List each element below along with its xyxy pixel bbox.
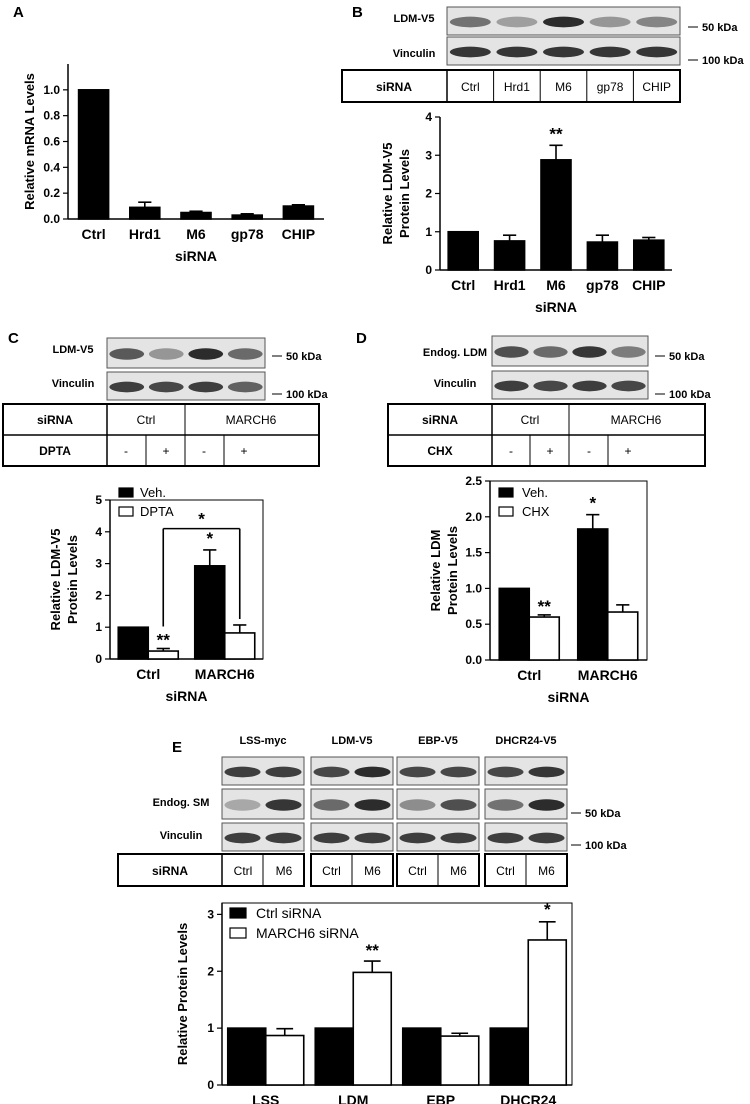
table-sign: - — [509, 444, 513, 458]
table-lane-label: Ctrl — [496, 864, 515, 878]
y-tick-label: 1.5 — [465, 545, 482, 560]
legend-swatch — [499, 488, 513, 497]
y-tick-label: 0.6 — [43, 134, 60, 149]
y-tick-label: 1.0 — [43, 82, 60, 97]
y-axis-label: Protein Levels — [397, 149, 412, 238]
chart-bar — [315, 1028, 353, 1085]
blot-band — [528, 799, 564, 810]
blot-vinculin — [492, 371, 648, 399]
blot-band — [528, 833, 564, 844]
blot-band — [109, 348, 144, 359]
blot-band — [149, 348, 184, 359]
blot-column-head: LDM-V5 — [331, 735, 373, 747]
blot-band — [636, 47, 677, 58]
blot-band — [487, 833, 523, 844]
significance-marker: * — [198, 509, 205, 529]
table-lane-label: CHIP — [642, 80, 672, 94]
significance-marker: ** — [537, 596, 551, 616]
y-tick-label: 0 — [95, 652, 102, 666]
blot-vinculin — [107, 372, 265, 400]
table-sign: - — [587, 444, 591, 458]
blot-band — [487, 799, 523, 810]
blot-endog-sm — [311, 789, 393, 819]
blot-label: Vinculin — [392, 48, 436, 60]
table-row-label: siRNA — [421, 413, 459, 427]
significance-marker: * — [589, 493, 597, 513]
table-lane-label: Ctrl — [322, 864, 341, 878]
blot-band — [188, 382, 223, 393]
x-tick-label: Ctrl — [136, 666, 161, 682]
blot-band — [224, 833, 260, 844]
x-tick-label: Ctrl — [517, 667, 542, 683]
blot-band — [496, 47, 537, 58]
table-lane-label: Ctrl — [233, 864, 253, 878]
blot-band — [543, 47, 584, 58]
table-lane-label: Ctrl — [460, 80, 480, 94]
blot-band — [636, 17, 677, 28]
significance-marker: ** — [549, 124, 563, 144]
blot-band — [399, 799, 435, 810]
kda-marker: 100 kDa — [585, 840, 627, 852]
table-lane-label: M6 — [450, 864, 467, 878]
blot-endog-sm — [485, 789, 567, 819]
y-tick-label: 2.0 — [465, 509, 482, 524]
x-tick-label: EBP — [426, 1092, 456, 1104]
y-tick-label: 0.8 — [43, 108, 60, 123]
chart-bar — [499, 588, 529, 660]
legend-label: Veh. — [522, 485, 549, 500]
blot-band — [149, 382, 184, 393]
blot-band — [450, 47, 491, 58]
blot-band — [109, 382, 144, 393]
blot-endog-ldm — [492, 336, 648, 366]
legend-label: Veh. — [140, 485, 167, 500]
panel-letter-a: A — [13, 4, 24, 21]
y-axis-label: Relative LDM — [428, 529, 443, 612]
table-group-label: MARCH6 — [225, 413, 277, 427]
kda-marker: 100 kDa — [669, 389, 711, 401]
chart-bar — [266, 1036, 304, 1085]
chart-bar — [529, 617, 559, 660]
blot-endog-sm — [222, 789, 304, 819]
table-sign: + — [546, 444, 554, 458]
blot-band — [265, 833, 301, 844]
blot-label: LDM-V5 — [52, 344, 94, 356]
table-row-label: CHX — [427, 444, 453, 458]
significance-marker: ** — [156, 630, 170, 650]
y-tick-label: 1.0 — [465, 581, 482, 596]
blot-band — [440, 767, 476, 778]
chart-bar — [130, 207, 160, 219]
blot-band — [611, 381, 645, 392]
chart-bar — [403, 1028, 441, 1085]
chart-bar — [195, 566, 225, 659]
x-tick-label: Hrd1 — [128, 226, 161, 242]
blot-band — [572, 346, 606, 357]
legend-label: MARCH6 siRNA — [256, 925, 359, 941]
chart-bar — [283, 206, 313, 219]
legend-label: CHX — [522, 504, 550, 519]
table-row-label: siRNA — [36, 413, 74, 427]
y-axis-label: Protein Levels — [65, 535, 80, 624]
x-tick-label: M6 — [546, 277, 566, 293]
blot-band — [572, 381, 606, 392]
legend-label: DPTA — [140, 504, 174, 519]
panel-letter-d: D — [356, 330, 367, 347]
chart-bar — [118, 627, 148, 659]
blot-band — [487, 767, 523, 778]
chart-bar — [441, 1036, 479, 1085]
blot-label: Vinculin — [433, 378, 477, 390]
chart-bar — [634, 240, 664, 270]
x-tick-label: CHIP — [281, 226, 316, 242]
table-row-label: siRNA — [151, 864, 189, 878]
blot-band — [533, 346, 567, 357]
legend-swatch — [499, 507, 513, 516]
y-tick-label: 0.0 — [43, 212, 60, 226]
y-tick-label: 3 — [95, 556, 102, 571]
blot-band — [224, 799, 260, 810]
panel-letter-b: B — [352, 4, 363, 21]
chart-bar — [495, 241, 525, 270]
table-lane-label: Ctrl — [408, 864, 427, 878]
x-tick-label: Ctrl — [451, 277, 476, 293]
blot-column-head: DHCR24-V5 — [495, 735, 557, 747]
y-tick-label: 0.0 — [465, 653, 482, 667]
y-tick-label: 0.5 — [465, 617, 482, 632]
blot-band — [494, 381, 528, 392]
kda-marker: 50 kDa — [585, 808, 621, 820]
y-tick-label: 2 — [95, 588, 102, 603]
legend-swatch — [230, 928, 246, 938]
blot-vinculin — [485, 823, 567, 851]
blot-band — [228, 382, 263, 393]
blot-band — [265, 767, 301, 778]
y-axis-label: Relative mRNA Levels — [22, 73, 37, 210]
y-tick-label: 4 — [95, 524, 102, 539]
blot-label: Endog. SM — [152, 797, 210, 809]
table-lane-label: M6 — [364, 864, 381, 878]
chart-bar — [148, 651, 178, 659]
x-tick-label: LSS — [252, 1092, 280, 1104]
x-tick-label: gp78 — [230, 226, 264, 242]
y-tick-label: 4 — [425, 110, 432, 124]
chart-bar — [578, 529, 608, 660]
chart-bar — [228, 1028, 266, 1085]
blot-band — [450, 17, 491, 28]
chart-bar — [232, 215, 262, 219]
y-tick-label: 5 — [95, 493, 102, 507]
y-axis-label: Relative LDM-V5 — [48, 528, 63, 631]
kda-marker: 100 kDa — [702, 55, 744, 67]
table-lane-label: M6 — [275, 864, 293, 878]
blot-band — [265, 799, 301, 810]
legend-swatch — [230, 908, 246, 918]
y-tick-label: 3 — [425, 148, 432, 163]
blot-band — [440, 833, 476, 844]
panel-letter-c: C — [8, 330, 19, 347]
x-tick-label: MARCH6 — [194, 666, 255, 682]
x-tick-label: gp78 — [586, 277, 619, 293]
blot-band — [399, 833, 435, 844]
table-group-label: Ctrl — [136, 413, 156, 427]
table-lane-label: Hrd1 — [503, 80, 530, 94]
legend-swatch — [119, 488, 133, 497]
y-tick-label: 2.5 — [465, 474, 482, 488]
blot-band — [354, 833, 390, 844]
significance-marker: * — [206, 528, 214, 548]
panel-letter-e: E — [172, 739, 183, 756]
x-axis-label: siRNA — [165, 688, 208, 704]
y-tick-label: 1 — [95, 620, 102, 635]
kda-marker: 100 kDa — [286, 389, 328, 401]
x-tick-label: LDM — [338, 1092, 369, 1104]
blot-band — [494, 346, 528, 357]
y-axis-label: Relative Protein Levels — [175, 922, 190, 1066]
blot-band — [611, 346, 645, 357]
significance-marker: * — [543, 899, 551, 919]
blot-label: Endog. LDM — [422, 347, 488, 359]
blot-overexpressed — [311, 757, 393, 785]
blot-band — [399, 767, 435, 778]
x-tick-label: Hrd1 — [493, 277, 526, 293]
blot-vinculin — [447, 37, 680, 65]
blot-band — [313, 767, 349, 778]
chart-bar — [448, 232, 478, 270]
blot-label: Vinculin — [159, 830, 203, 842]
chart-bar — [608, 612, 638, 660]
blot-band — [354, 799, 390, 810]
y-tick-label: 0 — [425, 263, 432, 277]
table-row-label: DPTA — [39, 444, 71, 458]
blot-band — [313, 799, 349, 810]
y-tick-label: 2 — [207, 964, 214, 979]
blot-label: LDM-V5 — [393, 13, 435, 25]
table-lane-label: M6 — [538, 864, 555, 878]
table-group-label: MARCH6 — [610, 413, 662, 427]
blot-vinculin — [311, 823, 393, 851]
significance-marker: ** — [365, 941, 379, 961]
table-lane-label: gp78 — [596, 80, 624, 94]
y-tick-label: 2 — [425, 186, 432, 201]
blot-band — [590, 47, 631, 58]
blot-overexpressed — [397, 757, 479, 785]
blot-band — [533, 381, 567, 392]
x-tick-label: MARCH6 — [577, 667, 638, 683]
blot-band — [496, 17, 537, 28]
x-axis-label: siRNA — [547, 689, 590, 705]
table-sign: + — [240, 444, 248, 458]
table-sign: + — [624, 444, 632, 458]
chart-bar — [528, 940, 566, 1085]
blot-band — [228, 348, 263, 359]
blot-band — [440, 799, 476, 810]
blot-label: Vinculin — [51, 378, 95, 390]
x-tick-label: CHIP — [632, 277, 666, 293]
blot-ldm-v5 — [107, 338, 265, 368]
chart-bar — [225, 633, 255, 659]
blot-band — [354, 767, 390, 778]
blot-band — [543, 17, 584, 28]
kda-marker: 50 kDa — [669, 351, 705, 363]
table-sign: - — [124, 444, 128, 458]
x-axis-label: siRNA — [174, 248, 218, 264]
y-tick-label: 0 — [207, 1078, 214, 1092]
blot-band — [313, 833, 349, 844]
y-tick-label: 0.4 — [43, 160, 60, 175]
x-tick-label: DHCR24 — [500, 1092, 557, 1104]
table-group-label: Ctrl — [520, 413, 540, 427]
chart-bar — [181, 213, 211, 219]
blot-column-head: LSS-myc — [239, 735, 287, 747]
chart-bar — [587, 242, 617, 270]
blot-ldm-v5 — [447, 7, 680, 35]
kda-marker: 50 kDa — [286, 351, 322, 363]
table-sign: + — [162, 444, 170, 458]
chart-bar — [490, 1028, 528, 1085]
blot-endog-sm — [397, 789, 479, 819]
blot-band — [224, 767, 260, 778]
x-tick-label: M6 — [186, 226, 206, 242]
y-tick-label: 0.2 — [43, 186, 60, 201]
table-sign: - — [202, 444, 206, 458]
chart-bar — [541, 160, 571, 270]
legend-swatch — [119, 507, 133, 516]
table-lane-label: M6 — [555, 80, 572, 94]
blot-band — [188, 348, 223, 359]
legend-label: Ctrl siRNA — [256, 905, 322, 921]
blot-overexpressed — [222, 757, 304, 785]
blot-vinculin — [397, 823, 479, 851]
table-row-label: siRNA — [375, 80, 413, 94]
y-tick-label: 1 — [425, 224, 432, 239]
chart-bar — [79, 90, 109, 219]
x-tick-label: Ctrl — [81, 226, 106, 242]
chart-bar — [353, 972, 391, 1085]
y-axis-label: Relative LDM-V5 — [380, 142, 395, 245]
kda-marker: 50 kDa — [702, 22, 738, 34]
blot-band — [528, 767, 564, 778]
y-axis-label: Protein Levels — [445, 526, 460, 615]
blot-band — [590, 17, 631, 28]
y-tick-label: 3 — [207, 907, 214, 922]
x-axis-label: siRNA — [534, 299, 578, 315]
y-tick-label: 1 — [207, 1021, 214, 1036]
blot-vinculin — [222, 823, 304, 851]
blot-overexpressed — [485, 757, 567, 785]
blot-column-head: EBP-V5 — [418, 735, 458, 747]
